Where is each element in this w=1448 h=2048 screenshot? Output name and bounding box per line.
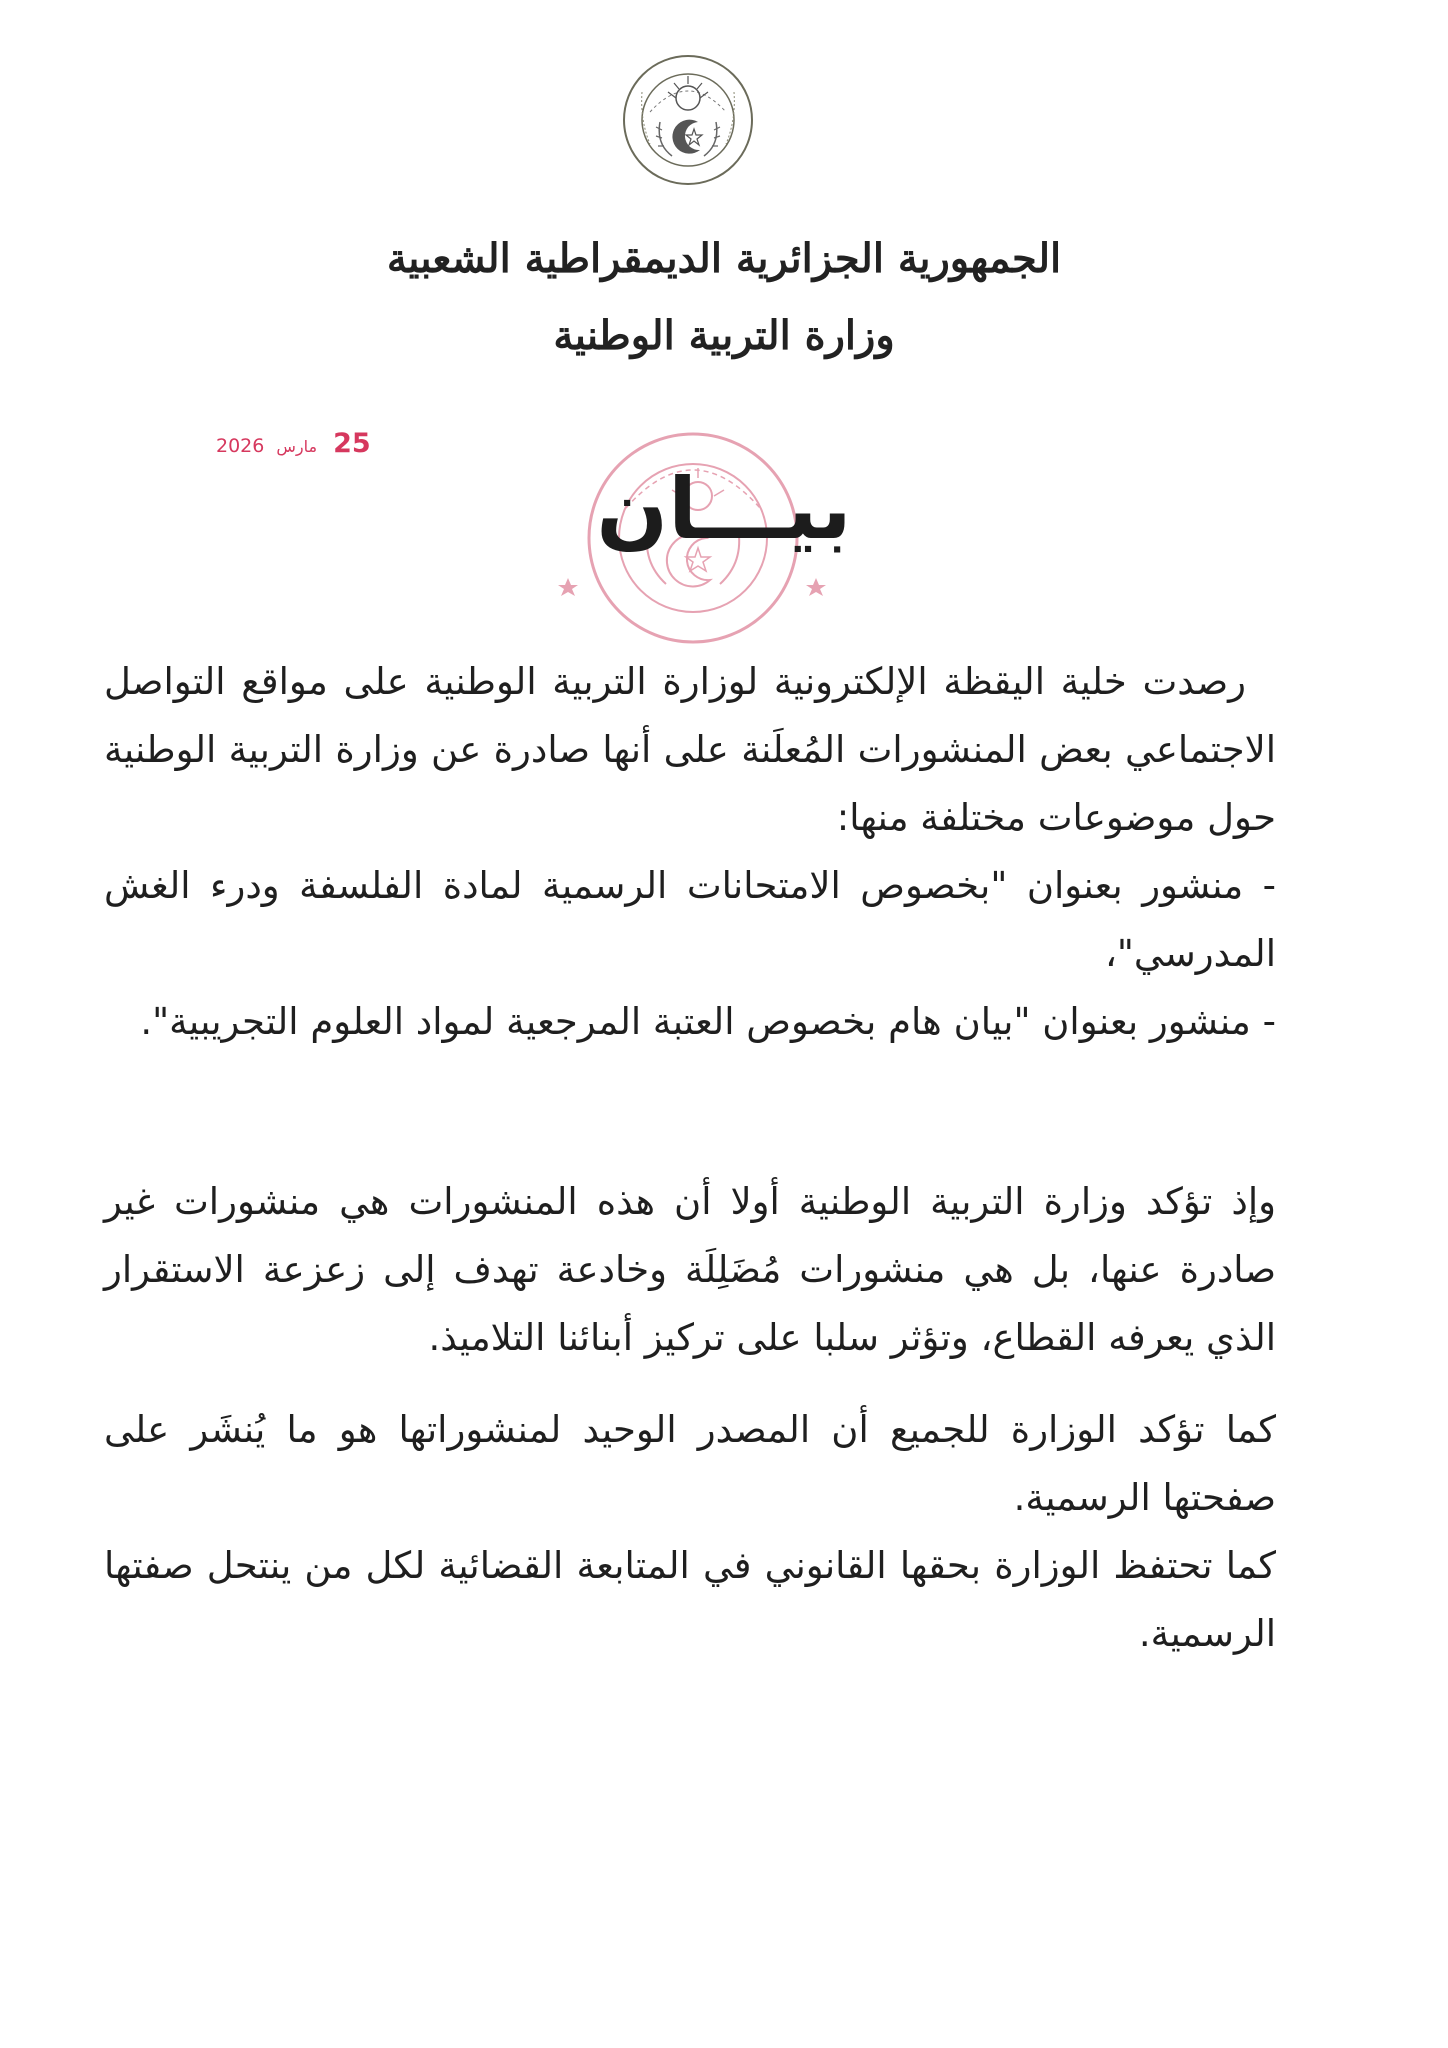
list-item: - منشور بعنوان "بخصوص الامتحانات الرسمية لمادة الفلسفة ودرء الغش المدرسي"، (104, 864, 1276, 975)
date-stamp (216, 428, 371, 459)
confirmation-paragraph: وإذ تؤكد وزارة التربية الوطنية أولا أن هذه المنشورات هي منشورات غير صادرة عنها، بل هي منشورات مُضَلِلَة وخادعة تهدف إلى زعزعة الاستقرار الذي يعرفه القطاع، وتؤثر سلبا على تركيز أبنائنا التلاميذ. (104, 1180, 1276, 1359)
document-title: بيـــان (596, 460, 852, 558)
algeria-emblem-icon (620, 52, 756, 188)
intro-paragraph: رصدت خلية اليقظة الإلكترونية لوزارة التربية الوطنية على مواقع التواصل الاجتماعي بعض المنشورات المُعلَنة على أنها صادرة عن وزارة التربية الوطنية حول موضوعات مختلفة منها: (104, 660, 1276, 839)
date-year: 2026 (216, 435, 265, 457)
official-source-paragraph: كما تؤكد الوزارة للجميع أن المصدر الوحيد لمنشوراتها هو ما يُنشَر على صفحتها الرسمية. (104, 1408, 1276, 1519)
list-item: - منشور بعنوان "بيان هام بخصوص العتبة المرجعية لمواد العلوم التجريبية". (140, 1000, 1276, 1043)
date-month: مارس (276, 437, 318, 456)
legal-notice-paragraph: كما تحتفظ الوزارة بحقها القانوني في المتابعة القضائية لكل من ينتحل صفتها الرسمية. (104, 1544, 1276, 1655)
republic-heading: الجمهورية الجزائرية الديمقراطية الشعبية (386, 235, 1062, 282)
ministry-heading: وزارة التربية الوطنية (553, 312, 895, 359)
date-day: 25 (333, 428, 371, 459)
